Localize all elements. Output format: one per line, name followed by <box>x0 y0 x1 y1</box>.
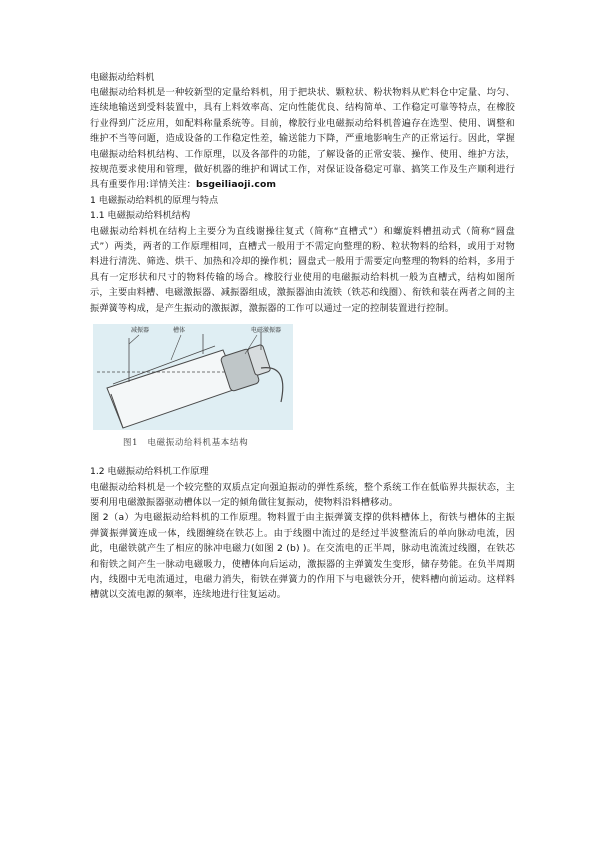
label-body: 槽体 <box>173 327 186 335</box>
feeder-structure-diagram <box>93 324 293 432</box>
section-1-2-paragraph-a: 电磁振动给料机是一个较完整的双质点定向强迫振动的弹性系统，整个系统工作在低临界共振状态，主要利用电磁激振器驱动槽体以一定的倾角做往复振动，使物料沿料槽移动。 <box>90 481 515 508</box>
section-1-2-heading: 1.2 电磁振动给料机工作原理 <box>90 466 209 478</box>
section-1-2 <box>90 464 515 603</box>
structure-figure <box>93 324 293 452</box>
intro-url: bsgeiliaoji.com <box>195 179 277 191</box>
section-1-1-paragraph: 电磁振动给料机在结构上主要分为直线谢操往复式（简称“直槽式”）和螺旋料槽扭动式（简称“圆盘式”）两类，两者的工作原理相同，直槽式一般用于不需定向整理的粉、粒状物料的给料，或用于对物料进行清洗、筛选、烘干、加热和冷却的操作机；圆盘式一般用于需要定向整理的物料的给料，多用于具有一定形状和尺寸的物料传输的场合。橡胶行业使用的电磁振动给料机一般为直槽式，结构如图所示，主要由料槽、电磁激振器、减振器组成，激振器油由流铁（铁芯和线圈）、衔铁和装在两者之间的主振弹簧等构成，是产生振动的激振源，激振器的工作可以通过一定的控制装置进行控制。 <box>90 225 515 314</box>
section-1-2-paragraph-b: 图 2（a）为电磁振动给料机的工作原理。物料置于由主振弹簧支撑的供料槽体上，衔铁与槽体的主振弹簧振弹簧连成一体，线圈缠绕在铁芯上。由于线圈中流过的是经过半波整流后的单向脉动电流，因此，电磁铁就产生了相应的脉冲电磁力(如图 2 (b) )。在交流电的正半周，脉动电流流过线圈，在铁芯和衔铁之间产生一脉动电磁吸力，使槽体向后运动，激振器的主弹簧发生变形，储存势能。在负半周期内，线圈中无电流通过，电磁力消失，衔铁在弹簧力的作用下与电磁铁分开，使料槽向前运动。这样料槽就以交流电源的频率，连续地进行往复运动。 <box>90 512 515 601</box>
section-1-1-heading: 1.1 电磁振动给料机结构 <box>90 210 191 222</box>
intro-paragraph <box>90 85 515 193</box>
section-1-heading: 1 电磁振动给料机的原理与特点 <box>90 194 219 206</box>
label-exciter: 电磁激振器 <box>251 327 282 335</box>
intro-text: 电磁振动给料机是一种较新型的定量给料机，用于把块状、颗粒状、粉状物料从贮料仓中定量、均匀、连续地输送到受料装置中，具有上料效率高、定向性能优良、结构简单、工作稳定可靠等特点，在橡胶行业得到广泛应用，如配料称量系统等。目前，橡胶行业电磁振动给料机普遍存在选型、使用、调整和维护不当等问题，造成设备的工作稳定性差，输送能力下降，严重地影响生产的正常运行。因此，掌握电磁振动给料机结构、工作原理，以及各部件的功能，了解设备的正常安装、操作、使用、维护方法，按规范要求使用和管理，做好机器的维护和调试工作，对保证设备稳定可靠、搞笑工作及生产顺利进行具有重要作用:详情关注： <box>90 87 515 191</box>
figure-caption: 图1 电磁振动给料机基本结构 <box>123 437 249 448</box>
document-page <box>90 70 515 603</box>
label-damper: 减振器 <box>131 327 150 335</box>
doc-title: 电磁振动给料机 <box>90 72 155 83</box>
